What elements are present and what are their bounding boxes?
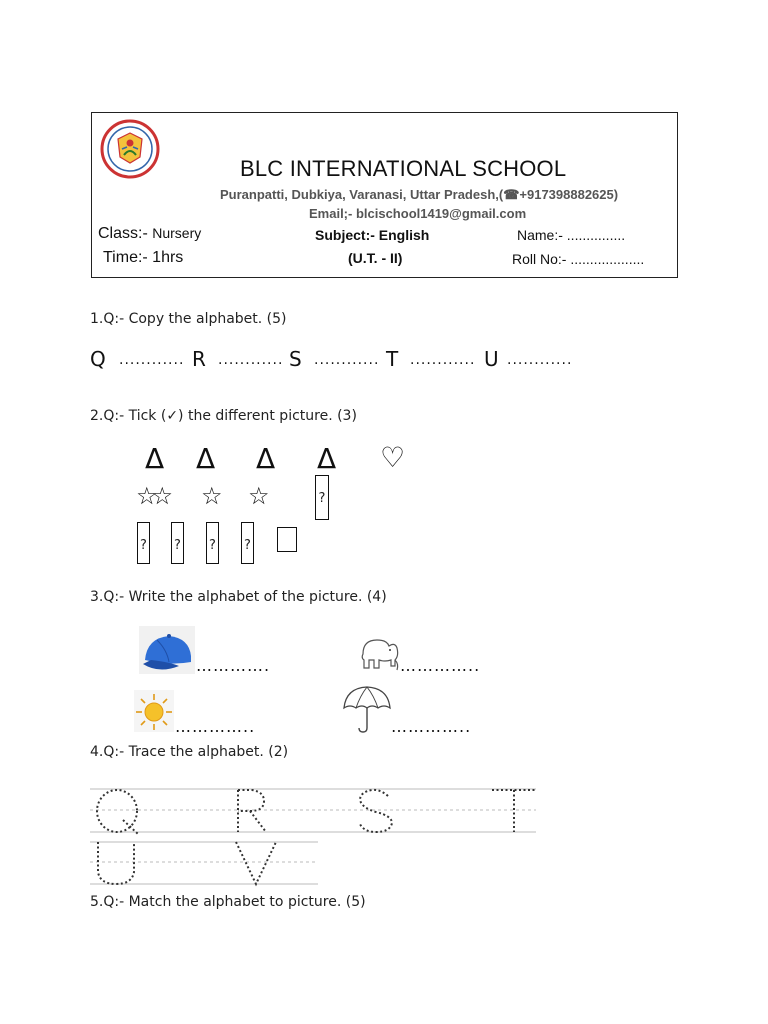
exam-title: (U.T. - II) [348, 250, 403, 266]
class-value: Nursery [152, 225, 202, 241]
unknown-symbol-box: ? [315, 475, 329, 520]
star-icon: ☆ [201, 482, 223, 510]
question-2-title: 2.Q:- Tick (✓) the different picture. (3) [90, 408, 357, 424]
triangle-icon: Δ [317, 442, 337, 475]
letter-s: S [289, 347, 302, 371]
school-address: Puranpatti, Dubkiya, Varanasi, Uttar Pradesh,(☎+917398882625) [220, 187, 619, 202]
subject-field: Subject:- English [315, 227, 430, 243]
blank-cap: …………. [196, 656, 271, 675]
two-stars-icon: ☆☆ [136, 482, 168, 510]
triangle-icon: Δ [196, 442, 216, 475]
unknown-symbol-box: ? [206, 522, 219, 564]
elephant-picture [357, 626, 401, 674]
star-icon: ☆ [248, 482, 270, 510]
school-logo [100, 119, 160, 179]
question-4-title: 4.Q:- Trace the alphabet. (2) [90, 744, 289, 760]
letter-t: T [386, 347, 399, 371]
school-email: Email;- blcischool1419@gmail.com [309, 206, 527, 221]
cap-picture [139, 626, 195, 674]
blank-sun: ………….. [175, 717, 256, 736]
roll-field: Roll No:- ................... [512, 251, 645, 267]
letter-u: U [484, 347, 499, 371]
blank-umbrella: ………….. [391, 717, 472, 736]
class-label: Class:- [98, 225, 148, 242]
umbrella-picture [342, 684, 392, 734]
letter-q: Q [90, 347, 106, 371]
class-field [98, 225, 201, 243]
unknown-symbol-box: ? [241, 522, 254, 564]
blank-2: ............ [218, 352, 284, 368]
triangle-icon: Δ [256, 442, 276, 475]
question-5-title: 5.Q:- Match the alphabet to picture. (5) [90, 894, 366, 910]
heart-icon: ♡ [380, 441, 406, 474]
blank-elephant: ………….. [400, 656, 481, 675]
question-1-title: 1.Q:- Copy the alphabet. (5) [90, 311, 287, 327]
unknown-symbol-box: ? [137, 522, 150, 564]
unknown-symbol-box: ? [171, 522, 184, 564]
empty-square-box [277, 527, 297, 552]
tracing-area [90, 786, 536, 890]
question-1-letters [90, 347, 106, 371]
triangle-icon: Δ [145, 442, 165, 475]
blank-1: ............ [119, 352, 185, 368]
time-field: Time:- 1hrs [103, 249, 184, 266]
blank-3: ............ [314, 352, 380, 368]
letter-r: R [192, 347, 206, 371]
blank-5: ............ [507, 352, 573, 368]
blank-4: ............ [410, 352, 476, 368]
name-field: Name:- ............... [517, 227, 626, 243]
question-3-title: 3.Q:- Write the alphabet of the picture. (4) [90, 589, 387, 605]
sun-picture [134, 690, 174, 732]
school-name: BLC INTERNATIONAL SCHOOL [240, 156, 567, 181]
